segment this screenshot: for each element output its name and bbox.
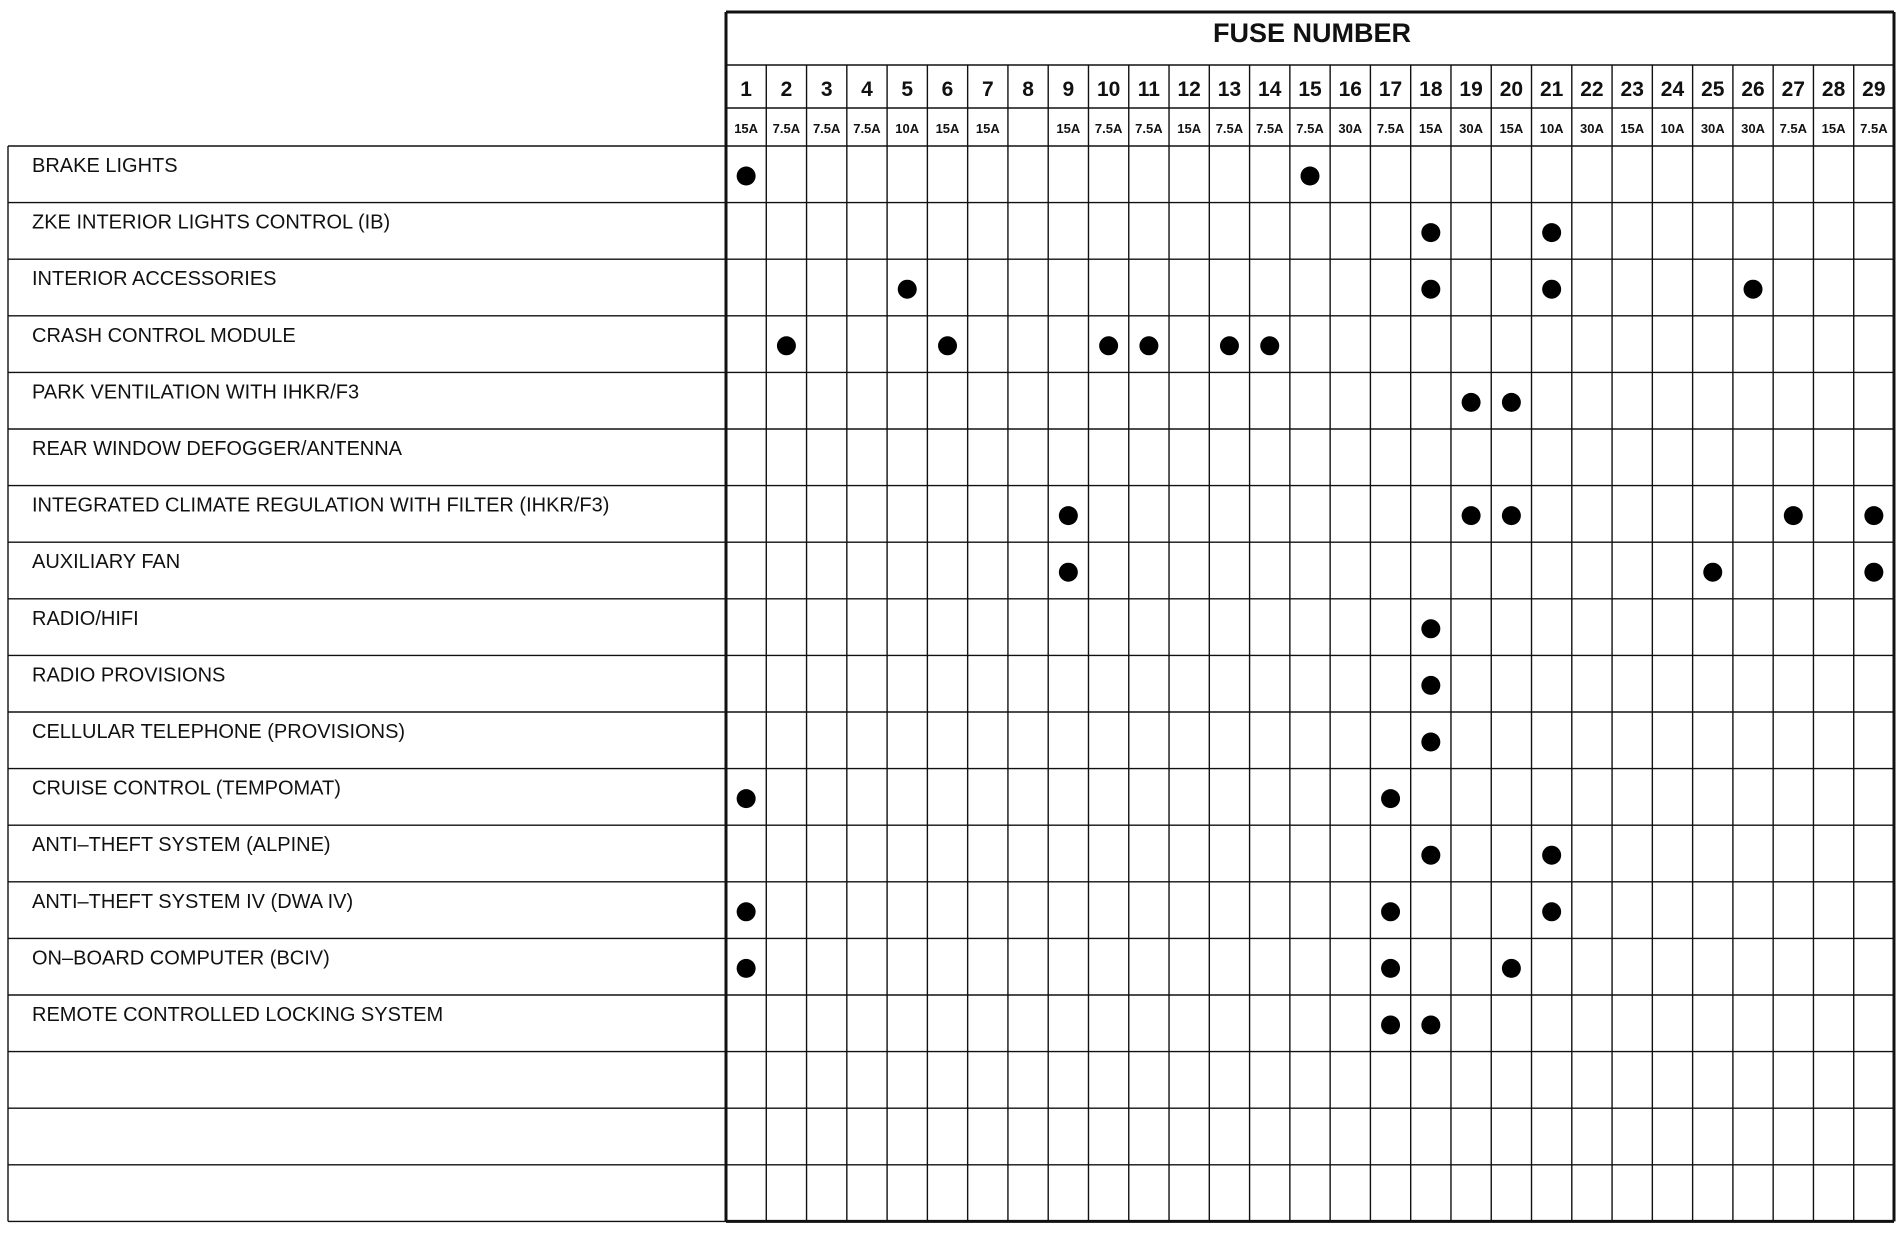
fuse-dot bbox=[1421, 280, 1440, 299]
circuit-label: REAR WINDOW DEFOGGER/ANTENNA bbox=[32, 438, 403, 460]
fuse-dot bbox=[737, 902, 756, 921]
circuit-label: AUXILIARY FAN bbox=[32, 551, 181, 574]
fuse-rating-label: 30A bbox=[1700, 121, 1725, 136]
fuse-rating-label: 10A bbox=[1539, 121, 1564, 136]
circuit-labels bbox=[32, 155, 609, 1026]
fuse-rating-label: 7.5A bbox=[1135, 121, 1163, 136]
circuit-label: CELLULAR TELEPHONE (PROVISIONS) bbox=[32, 721, 406, 743]
circuit-label: ANTI–THEFT SYSTEM (ALPINE) bbox=[32, 834, 331, 857]
fuse-number-label: 25 bbox=[1701, 78, 1725, 101]
fuse-dot bbox=[1421, 846, 1440, 865]
fuse-dot bbox=[1421, 732, 1440, 751]
fuse-number-label: 2 bbox=[780, 78, 793, 101]
fuse-dot bbox=[1542, 902, 1561, 921]
fuse-dot bbox=[1502, 393, 1521, 412]
fuse-number-label: 3 bbox=[820, 78, 833, 101]
circuit-label: RADIO PROVISIONS bbox=[32, 664, 226, 687]
fuse-number-label: 26 bbox=[1741, 78, 1765, 101]
fuse-dot bbox=[1502, 959, 1521, 978]
fuse-rating-label: 30A bbox=[1741, 121, 1765, 136]
fuse-dot bbox=[737, 959, 756, 978]
fuse-dot bbox=[1139, 336, 1158, 355]
fuse-number-label: 7 bbox=[981, 78, 994, 101]
fuse-number-label: 27 bbox=[1781, 78, 1805, 101]
circuit-label: BRAKE LIGHTS bbox=[32, 155, 178, 177]
fuse-number-header: FUSE NUMBER bbox=[1212, 18, 1412, 48]
fuse-number-label: 28 bbox=[1821, 78, 1846, 101]
fuse-dot bbox=[898, 280, 917, 299]
fuse-rating-label: 15A bbox=[1418, 121, 1443, 136]
grid-lines bbox=[8, 12, 1894, 1221]
fuse-dot bbox=[938, 336, 957, 355]
fuse-dot bbox=[1421, 223, 1440, 242]
fuse-number-label: 14 bbox=[1258, 78, 1282, 101]
fuse-rating-label: 30A bbox=[1459, 121, 1484, 136]
fuse-dot bbox=[1421, 676, 1440, 695]
circuit-label: ANTI–THEFT SYSTEM IV (DWA IV) bbox=[32, 890, 354, 913]
fuse-dot bbox=[737, 789, 756, 808]
fuse-number-label: 6 bbox=[941, 78, 954, 101]
fuse-dot bbox=[1542, 223, 1561, 242]
fuse-number-label: 10 bbox=[1096, 78, 1121, 101]
fuse-rating-label: 7.5A bbox=[853, 121, 881, 136]
fuse-header-row bbox=[734, 78, 1888, 136]
fuse-dot bbox=[1421, 619, 1440, 638]
fuse-number-label: 1 bbox=[740, 78, 752, 101]
fuse-number-label: 23 bbox=[1620, 78, 1644, 101]
fuse-rating-label: 30A bbox=[1580, 121, 1604, 136]
fuse-dot bbox=[777, 336, 796, 355]
fuse-rating-label: 7.5A bbox=[772, 121, 801, 136]
circuit-label: CRUISE CONTROL (TEMPOMAT) bbox=[32, 777, 341, 800]
fuse-rating-label: 15A bbox=[975, 121, 1000, 136]
fuse-number-label: 29 bbox=[1862, 78, 1886, 101]
fuse-dot bbox=[1864, 506, 1883, 525]
fuse-rating-label: 15A bbox=[734, 121, 759, 136]
fuse-rating-label: 7.5A bbox=[812, 121, 841, 136]
fuse-rating-label: 15A bbox=[935, 121, 960, 136]
circuit-label: CRASH CONTROL MODULE bbox=[32, 324, 296, 347]
fuse-dot bbox=[1381, 959, 1400, 978]
fuse-dot bbox=[1784, 506, 1803, 525]
fuse-number-label: 20 bbox=[1499, 78, 1524, 101]
fuse-number-label: 21 bbox=[1539, 78, 1564, 101]
fuse-dot bbox=[1542, 280, 1561, 299]
fuse-number-label: 12 bbox=[1177, 78, 1201, 101]
fuse-rating-label: 15A bbox=[1499, 121, 1524, 136]
fuse-number-label: 5 bbox=[901, 78, 914, 101]
fuse-number-label: 13 bbox=[1217, 78, 1242, 101]
circuit-label: RADIO/HIFI bbox=[32, 607, 139, 630]
fuse-dot bbox=[1059, 506, 1078, 525]
circuit-label: REMOTE CONTROLLED LOCKING SYSTEM bbox=[32, 1004, 444, 1026]
fuse-number-label: 17 bbox=[1378, 78, 1403, 101]
fuse-rating-label: 15A bbox=[1821, 121, 1846, 136]
fuse-dot bbox=[1462, 506, 1481, 525]
fuse-dot bbox=[1381, 1015, 1400, 1034]
circuit-label: PARK VENTILATION WITH IHKR/F3 bbox=[32, 381, 360, 404]
fuse-number-label: 15 bbox=[1298, 78, 1322, 101]
fuse-dot bbox=[1381, 902, 1400, 921]
fuse-number-label: 9 bbox=[1062, 78, 1075, 101]
fuse-rating-label: 7.5A bbox=[1094, 121, 1123, 136]
fuse-dot bbox=[1542, 846, 1561, 865]
fuse-dot bbox=[1220, 336, 1239, 355]
fuse-dot bbox=[737, 166, 756, 185]
fuse-dot bbox=[1260, 336, 1279, 355]
fuse-rating-label: 7.5A bbox=[1215, 121, 1244, 136]
fuse-markers bbox=[737, 166, 1884, 1034]
fuse-number-label: 19 bbox=[1459, 78, 1483, 101]
fuse-dot bbox=[1462, 393, 1481, 412]
circuit-label: ON–BOARD COMPUTER (BCIV) bbox=[32, 947, 330, 970]
fuse-dot bbox=[1703, 563, 1722, 582]
fuse-rating-label: 15A bbox=[1620, 121, 1645, 136]
fuse-number-label: 24 bbox=[1660, 78, 1685, 101]
circuit-label: INTEGRATED CLIMATE REGULATION WITH FILTER (IHKR/F3) bbox=[32, 494, 610, 517]
fuse-number-label: 11 bbox=[1137, 78, 1160, 101]
fuse-dot bbox=[1744, 280, 1763, 299]
fuse-dot bbox=[1381, 789, 1400, 808]
fuse-dot bbox=[1059, 563, 1078, 582]
fuse-dot bbox=[1421, 1015, 1440, 1034]
fuse-number-label: 8 bbox=[1022, 78, 1034, 101]
fuse-number-label: 4 bbox=[861, 78, 873, 101]
fuse-rating-label: 7.5A bbox=[1296, 121, 1324, 136]
fuse-rating-label: 10A bbox=[1660, 121, 1685, 136]
fuse-number-label: 16 bbox=[1338, 78, 1362, 101]
fuse-rating-label: 30A bbox=[1338, 121, 1363, 136]
circuit-label: INTERIOR ACCESSORIES bbox=[32, 268, 277, 291]
fuse-dot bbox=[1301, 166, 1320, 185]
fuse-rating-label: 15A bbox=[1177, 121, 1202, 136]
fuse-dot bbox=[1099, 336, 1118, 355]
fuse-rating-label: 7.5A bbox=[1779, 121, 1808, 136]
fuse-number-label: 22 bbox=[1580, 78, 1604, 101]
fuse-number-label: 18 bbox=[1419, 78, 1443, 101]
fuse-rating-label: 7.5A bbox=[1860, 121, 1888, 136]
fuse-dot bbox=[1502, 506, 1521, 525]
fuse-rating-label: 15A bbox=[1056, 121, 1081, 136]
fuse-rating-label: 10A bbox=[895, 121, 920, 136]
fuse-rating-label: 7.5A bbox=[1376, 121, 1405, 136]
fuse-rating-label: 7.5A bbox=[1255, 121, 1284, 136]
fuse-dot bbox=[1864, 563, 1883, 582]
circuit-label: ZKE INTERIOR LIGHTS CONTROL (IB) bbox=[32, 211, 391, 234]
